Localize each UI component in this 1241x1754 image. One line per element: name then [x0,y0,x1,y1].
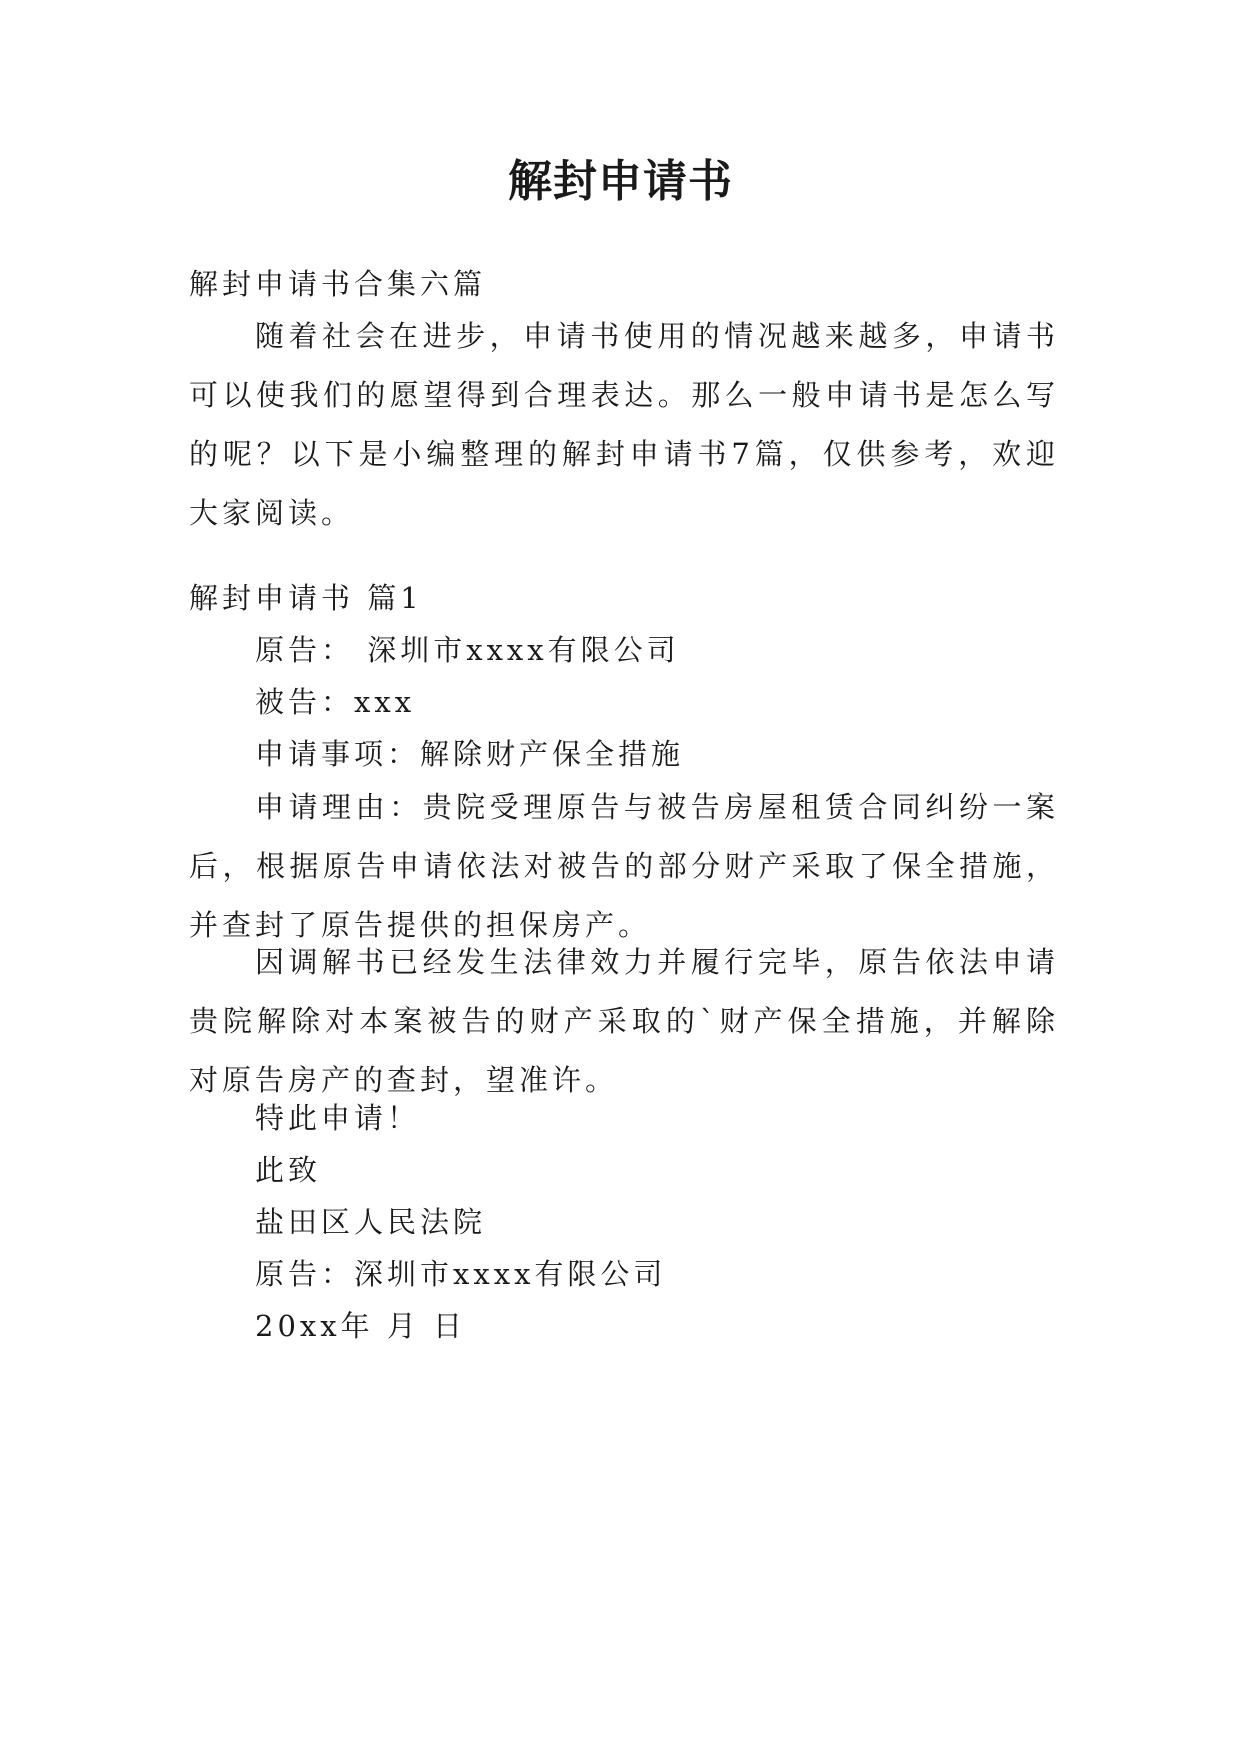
court-line: 盐田区人民法院 [255,1205,487,1239]
intro-paragraph: 随着社会在进步，申请书使用的情况越来越多，申请书可以使我们的愿望得到合理表达。那么一般申请书是怎么写的呢？以下是小编整理的解封申请书7篇，仅供参考，欢迎大家阅读。 [189,319,1059,530]
section-heading: 解封申请书 篇1 [189,581,423,615]
document-subtitle: 解封申请书合集六篇 [189,267,487,301]
plaintiff-line: 原告： 深圳市xxxx有限公司 [255,633,680,667]
document-title: 解封申请书 [508,156,733,207]
defendant-line: 被告：xxx [255,685,416,719]
matter-line: 申请事项：解除财产保全措施 [255,737,685,771]
reason-paragraph: 申请理由：贵院受理原告与被告房屋租赁合同纠纷一案后，根据原告申请依法对被告的部分财产采取了保全措施，并查封了原告提供的担保房产。 [189,790,1059,942]
date-line: 20xx年 月 日 [255,1309,467,1343]
salutation-line: 此致 [255,1153,322,1187]
because-paragraph: 因调解书已经发生法律效力并履行完毕，原告依法申请贵院解除对本案被告的财产采取的`财产保全措施，并解除对原告房产的查封，望准许。 [189,945,1059,1097]
signature-line: 原告：深圳市xxxx有限公司 [255,1257,667,1291]
closing-line: 特此申请！ [255,1101,421,1135]
